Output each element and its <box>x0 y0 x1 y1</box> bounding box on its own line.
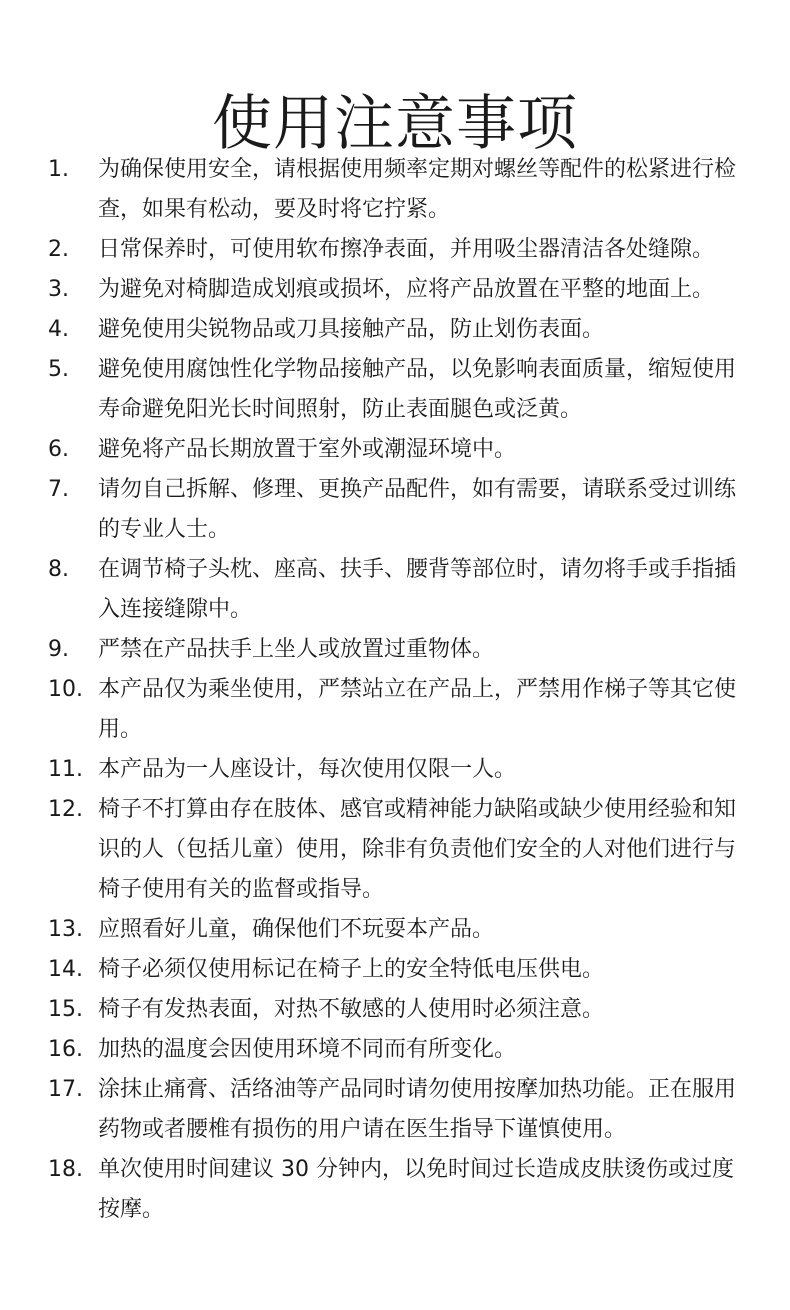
item-text: 避免使用尖锐物品或刀具接触产品，防止划伤表面。 <box>98 317 605 342</box>
list-item <box>48 270 748 310</box>
list-item <box>48 990 748 1030</box>
list-item <box>48 910 748 950</box>
item-text: 椅子必须仅使用标记在椅子上的安全特低电压供电。 <box>98 957 605 982</box>
item-number: 8. <box>48 557 69 582</box>
list-item <box>48 790 748 910</box>
item-text: 加热的温度会因使用环境不同而有所变化。 <box>98 1037 517 1062</box>
item-number: 18. <box>48 1157 83 1182</box>
item-number: 2. <box>48 237 69 262</box>
item-number: 5. <box>48 357 69 382</box>
item-text: 本产品仅为乘坐使用，严禁站立在产品上，严禁用作梯子等其它使用。 <box>98 677 737 742</box>
item-text: 应照看好儿童，确保他们不玩耍本产品。 <box>98 917 495 942</box>
item-text: 为避免对椅脚造成划痕或损坏，应将产品放置在平整的地面上。 <box>98 277 715 302</box>
list-item <box>48 750 748 790</box>
notice-list <box>48 150 748 1230</box>
item-text: 椅子有发热表面，对热不敏感的人使用时必须注意。 <box>98 997 605 1022</box>
item-number: 17. <box>48 1077 83 1102</box>
item-text: 为确保使用安全，请根据使用频率定期对螺丝等配件的松紧进行检查，如果有松动，要及时将它拧紧。 <box>98 157 737 222</box>
item-text: 请勿自己拆解、修理、更换产品配件，如有需要，请联系受过训练的专业人士。 <box>98 477 737 542</box>
list-item <box>48 1150 748 1230</box>
list-item <box>48 350 748 430</box>
item-text: 避免使用腐蚀性化学物品接触产品，以免影响表面质量，缩短使用寿命避免阳光长时间照射，防止表面腿色或泛黄。 <box>98 357 737 422</box>
list-item <box>48 470 748 550</box>
list-item <box>48 630 748 670</box>
item-number: 13. <box>48 917 83 942</box>
item-text: 单次使用时间建议 30 分钟内，以免时间过长造成皮肤烫伤或过度按摩。 <box>98 1157 734 1222</box>
page-title: 使用注意事项 <box>212 89 578 160</box>
list-item <box>48 550 748 630</box>
item-number: 6. <box>48 437 69 462</box>
list-item <box>48 1030 748 1070</box>
item-text: 椅子不打算由存在肢体、感官或精神能力缺陷或缺少使用经验和知识的人（包括儿童）使用，除非有负责他们安全的人对他们进行与椅子使用有关的监督或指导。 <box>98 797 737 902</box>
list-item <box>48 430 748 470</box>
list-item <box>48 230 748 270</box>
item-number: 4. <box>48 317 69 342</box>
list-item <box>48 950 748 990</box>
item-number: 14. <box>48 957 83 982</box>
item-number: 15. <box>48 997 83 1022</box>
item-text: 日常保养时，可使用软布擦净表面，并用吸尘器清洁各处缝隙。 <box>98 237 715 262</box>
list-item <box>48 150 748 230</box>
item-text: 在调节椅子头枕、座高、扶手、腰背等部位时，请勿将手或手指插入连接缝隙中。 <box>98 557 737 622</box>
list-item <box>48 1070 748 1150</box>
item-text: 严禁在产品扶手上坐人或放置过重物体。 <box>98 637 495 662</box>
item-text: 避免将产品长期放置于室外或潮湿环境中。 <box>98 437 517 462</box>
item-number: 9. <box>48 637 69 662</box>
item-number: 7. <box>48 477 69 502</box>
item-number: 1. <box>48 157 69 182</box>
item-number: 16. <box>48 1037 83 1062</box>
list-item <box>48 670 748 750</box>
item-text: 本产品为一人座设计，每次使用仅限一人。 <box>98 757 517 782</box>
item-number: 3. <box>48 277 69 302</box>
item-text: 涂抹止痛膏、活络油等产品同时请勿使用按摩加热功能。正在服用药物或者腰椎有损伤的用户请在医生指导下谨慎使用。 <box>98 1077 737 1142</box>
item-number: 10. <box>48 677 83 702</box>
item-number: 11. <box>48 757 83 782</box>
list-item <box>48 310 748 350</box>
item-number: 12. <box>48 797 83 822</box>
